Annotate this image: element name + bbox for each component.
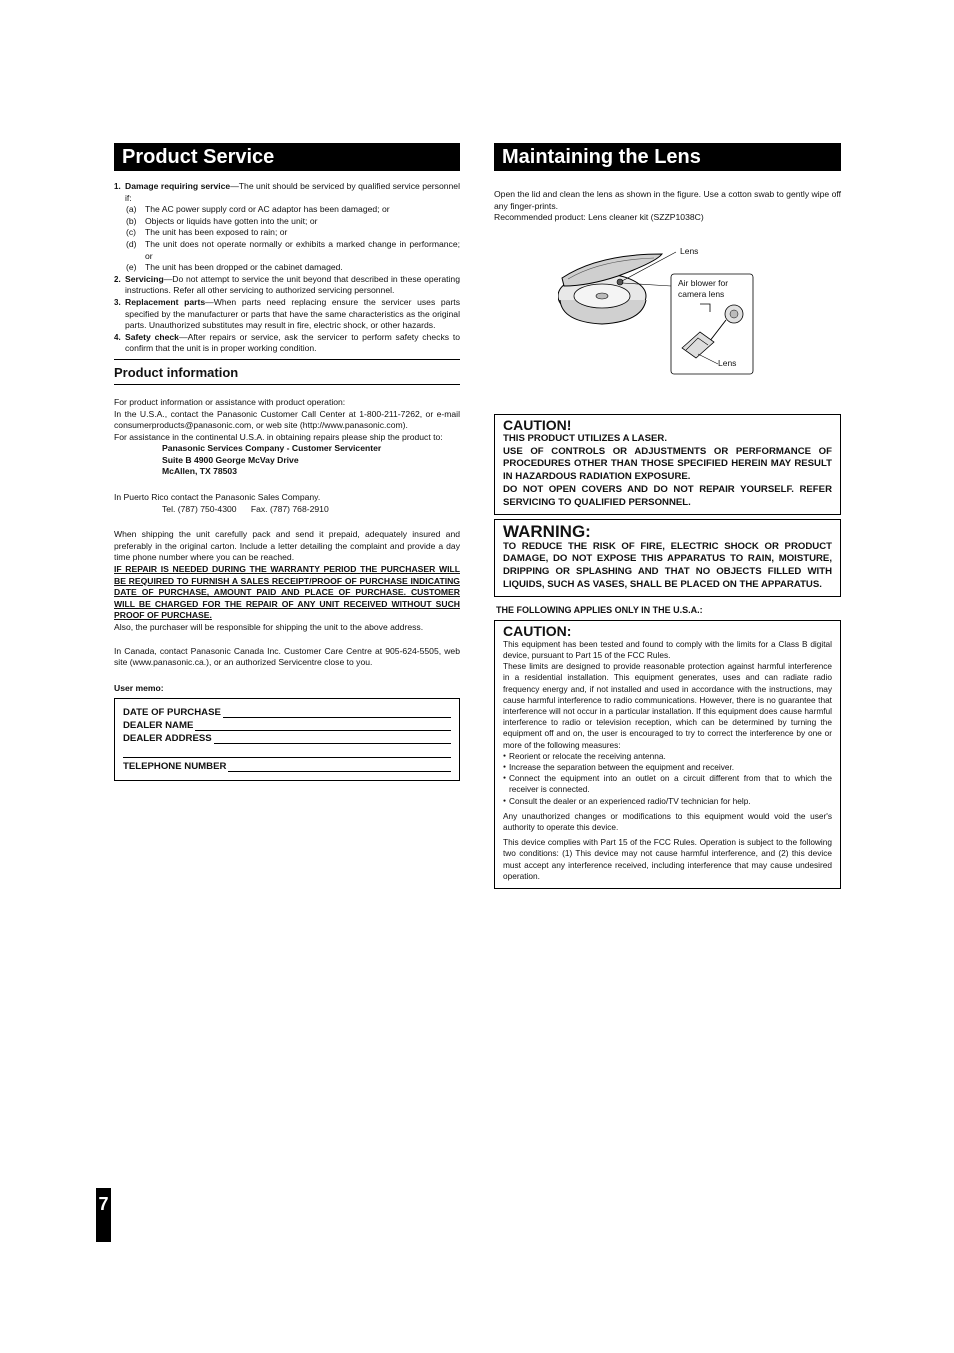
- warranty-notice: IF REPAIR IS NEEDED DURING THE WARRANTY PERIOD THE PURCHASER WILL BE REQUIRED TO FURNISH A SALES RECEIPT/PROOF OF PURCHASE INDICATING DATE OF PURCHASE, AMOUNT PAID AND PLACE OF PURCHASE. CUSTOMER WILL BE CHARGED FOR THE REPAIR OF ANY UNIT RECEIVED WITHOUT SUCH PROOF OF PURCHASE.: [114, 564, 460, 621]
- item-number: 3.: [114, 297, 121, 307]
- memo-address-label: DEALER ADDRESS: [123, 733, 212, 745]
- sub-item: (d) The unit does not operate normally or exhibits a marked change in performance; or: [126, 238, 460, 261]
- page-number: 7: [96, 1188, 111, 1242]
- maintaining-lens-title: Maintaining the Lens: [494, 143, 841, 171]
- product-service-title: Product Service: [114, 143, 460, 171]
- memo-phone-field[interactable]: [228, 762, 451, 772]
- memo-address-row: [123, 731, 451, 744]
- lens-recommended: Recommended product: Lens cleaner kit (SZZP1038C): [494, 212, 704, 223]
- memo-date-label: DATE OF PURCHASE: [123, 707, 221, 719]
- item-text: —When parts need replacing ensure the servicer uses parts specified by the manufacturer or parts that have the same characteristics as the original parts. Unauthorized substitutes may result in fire, electric shock, or other hazards.: [125, 296, 460, 331]
- address-line: Suite B 4900 George McVay Drive: [162, 454, 299, 465]
- left-column: [114, 143, 460, 781]
- sub-item: (e) The unit has been dropped or the cabinet damaged.: [126, 262, 343, 273]
- fcc-measures-list: [503, 751, 832, 807]
- divider: [114, 359, 460, 360]
- fcc-paragraph: This equipment has been tested and found to comply with the limits for a Class B digital device, pursuant to Part 15 of the FCC Rules.: [503, 638, 832, 660]
- item-heading: Replacement parts: [125, 296, 206, 307]
- usa-note: THE FOLLOWING APPLIES ONLY IN THE U.S.A.:: [496, 604, 703, 615]
- item-heading: Servicing: [125, 273, 164, 284]
- sub-item: (c) The unit has been exposed to rain; or: [126, 227, 288, 238]
- memo-dealer-label: DEALER NAME: [123, 720, 194, 732]
- puerto-rico-phone: Tel. (787) 750-4300 Fax. (787) 768-2910: [162, 503, 329, 514]
- item-text: —The unit should be serviced by qualified service personnel if:: [125, 181, 460, 203]
- memo-address-field-2[interactable]: [123, 744, 451, 758]
- caution-laser-box: [494, 414, 841, 515]
- fcc-paragraph: This device complies with Part 15 of the FCC Rules. Operation is subject to the following two conditions: (1) This device may not cause harmful interference, and (2) this device must accept any interference received, including interference that may cause undesired operation.: [503, 837, 832, 881]
- fig-label-lens: Lens: [680, 245, 699, 256]
- service-item-3: [114, 297, 460, 332]
- warning-text: [503, 541, 832, 592]
- user-memo-label: User memo:: [114, 682, 164, 693]
- info-paragraph: For product information or assistance with product operation:: [114, 396, 346, 407]
- fcc-measure: ● Increase the separation between the equipment and receiver.: [503, 762, 832, 773]
- lens-body: [494, 189, 841, 224]
- product-info-body: [114, 397, 460, 694]
- address-line: Panasonic Services Company - Customer Servicenter: [162, 443, 382, 454]
- sub-item: (b) Objects or liquids have gotten into the unit; or: [126, 215, 318, 226]
- fig-label-blower-line1: Air blower for: [678, 277, 729, 288]
- item-number: 2.: [114, 274, 121, 284]
- address-line: McAllen, TX 78503: [162, 466, 237, 477]
- caution-fcc-box: [494, 620, 841, 889]
- memo-phone-label: TELEPHONE NUMBER: [123, 761, 227, 773]
- memo-address-field[interactable]: [214, 734, 451, 744]
- caution-laser-line: USE OF CONTROLS OR ADJUSTMENTS OR PERFORMANCE OF PROCEDURES OTHER THAN THOSE SPECIFIED HEREIN MAY RESULT IN HAZARDOUS RADIATION EXPOSURE.: [503, 445, 832, 483]
- item-heading: Damage requiring service: [125, 181, 231, 191]
- memo-phone-row: [123, 759, 451, 772]
- info-paragraph: In the U.S.A., contact the Panasonic Customer Call Center at 1-800-211-7262, or e-mail consumerproducts@panasonic.com, or web site (http://www.panasonic.com).: [114, 408, 460, 431]
- warning-paragraph: TO REDUCE THE RISK OF FIRE, ELECTRIC SHOCK OR PRODUCT DAMAGE, DO NOT EXPOSE THIS APPARATUS TO RAIN, MOISTURE, DRIPPING OR SPLASHING AND THAT NO OBJECTS FILLED WITH LIQUIDS, SUCH AS VASES, SHALL BE PLACED ON THE APPARATUS.: [503, 540, 832, 590]
- caution-laser-line: DO NOT OPEN COVERS AND DO NOT REPAIR YOURSELF. REFER SERVICING TO QUALIFIED PERSONNEL.: [503, 483, 832, 508]
- product-info-title: Product information: [114, 364, 239, 380]
- shipping-text: When shipping the unit carefully pack and send it prepaid, adequately insured and preferably in the original carton. Include a letter detailing the complaint and provide a day time phone number where you can be reached.: [114, 529, 460, 563]
- memo-date-row: [123, 705, 451, 718]
- puerto-rico-text: In Puerto Rico contact the Panasonic Sales Company.: [114, 492, 321, 503]
- caution-fcc-text: [503, 639, 832, 882]
- shipping-note: Also, the purchaser will be responsible for shipping the unit to the above address.: [114, 622, 424, 632]
- fcc-measure: ● Connect the equipment into an outlet on a circuit different from that to which the receiver is connected.: [503, 773, 832, 795]
- caution-laser-title: CAUTION!: [503, 416, 572, 433]
- fcc-paragraph: These limits are designed to provide reasonable protection against harmful interference in a residential installation. This equipment generates, uses and can radiate radio frequency energy and, if not installed and used in accordance with the instructions, may cause harmful interference to radio communications. However, there is no guarantee that interference will not occur in a particular installation. If this equipment does cause harmful interference to radio or television reception, which can be determined by turning the equipment off and on, the user is encouraged to try to correct the interference by one or more of the following measures:: [503, 661, 832, 750]
- item-number: 1.: [114, 182, 121, 191]
- service-item-1: [114, 181, 460, 274]
- lens-paragraph: Open the lid and clean the lens as shown in the figure. Use a cotton swab to gently wipe off any finger-prints.: [494, 189, 841, 211]
- fig-label-lens-2: Lens: [718, 357, 737, 368]
- caution-laser-line: THIS PRODUCT UTILIZES A LASER.: [503, 432, 667, 444]
- item-number: 4.: [114, 332, 121, 342]
- info-paragraph: For assistance in the continental U.S.A. in obtaining repairs please ship the product to:: [114, 431, 443, 442]
- service-item-2: [114, 274, 460, 297]
- sub-item: (a) The AC power supply cord or AC adaptor has been damaged; or: [126, 204, 390, 215]
- fcc-measure: ● Consult the dealer or an experienced radio/TV technician for help.: [503, 796, 832, 807]
- fcc-paragraph: Any unauthorized changes or modifications to this equipment would void the user's authority to operate this device.: [503, 810, 832, 832]
- item-heading: Safety check: [125, 331, 179, 342]
- divider: [114, 384, 460, 385]
- warning-box: [494, 519, 841, 597]
- right-column: [494, 143, 841, 893]
- memo-dealer-field[interactable]: [195, 721, 451, 731]
- fig-label-blower-line2: camera lens: [678, 288, 725, 299]
- canada-text: In Canada, contact Panasonic Canada Inc. Customer Care Centre at 905-624-5505, web site (www.panasonic.ca.), or an authorized Servicentre close to you.: [114, 645, 460, 668]
- item-text: —Do not attempt to service the unit beyond that described in these operating instructions. Refer all other servicing to authorized servicing personnel.: [125, 273, 460, 296]
- fig-label-blower: [678, 278, 728, 300]
- memo-date-field[interactable]: [223, 708, 451, 718]
- service-item-4: [114, 332, 460, 355]
- service-list: [114, 181, 460, 355]
- user-memo-box: [114, 698, 460, 781]
- caution-laser-text: [503, 433, 832, 510]
- sub-list: [125, 204, 460, 274]
- fcc-measure: ● Reorient or relocate the receiving antenna.: [503, 751, 832, 762]
- cd-player-illustration: [558, 246, 778, 376]
- caution-fcc-title: CAUTION:: [503, 622, 572, 639]
- item-text: —After repairs or service, ask the servicer to perform safety checks to confirm that the unit is in proper working condition.: [125, 331, 460, 354]
- warning-title: WARNING:: [503, 521, 591, 541]
- lens-figure: [558, 246, 778, 376]
- memo-dealer-row: [123, 718, 451, 731]
